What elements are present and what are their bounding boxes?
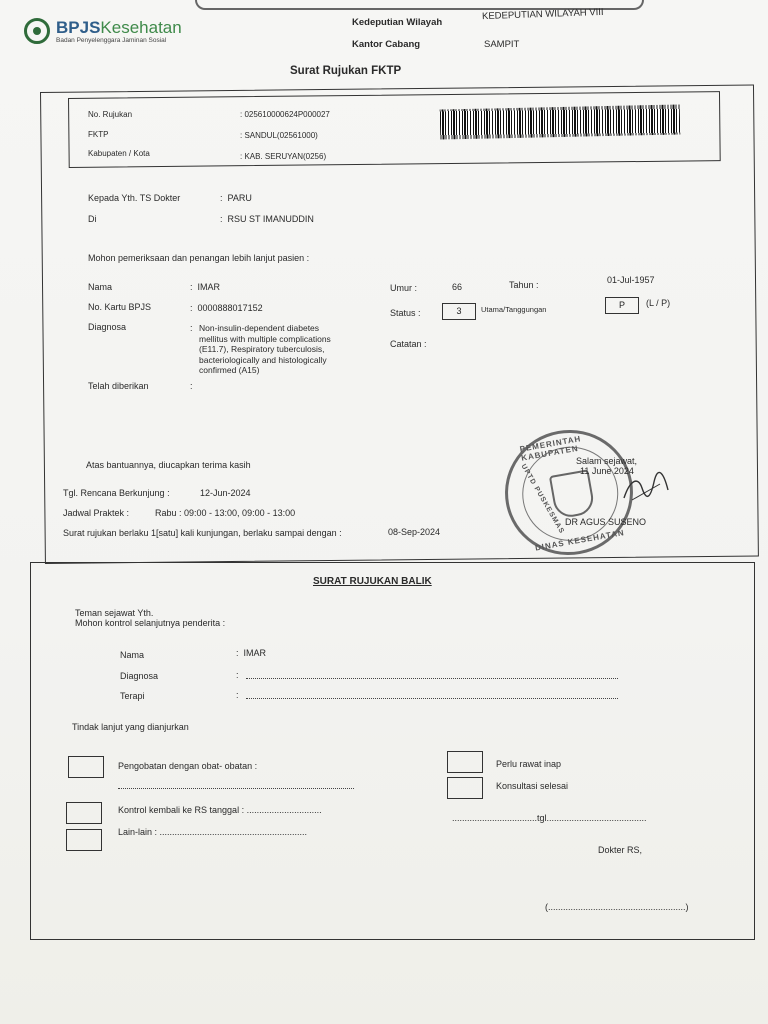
kepada-label: Kepada Yth. TS Dokter	[88, 193, 181, 203]
opt-konsultasi: Konsultasi selesai	[496, 781, 569, 791]
diagnosa-value	[199, 323, 331, 376]
checkbox-pengobatan[interactable]	[68, 756, 104, 778]
stamp-top-text: PEMERINTAH KABUPATEN	[518, 434, 582, 463]
pengobatan-line-field[interactable]	[118, 788, 354, 789]
document-title: Surat Rujukan FKTP	[290, 65, 402, 77]
kartu-label: No. Kartu BPJS	[88, 302, 152, 312]
tahun-label: Tahun :	[509, 280, 539, 290]
diagnosa-line: (E11.7), Respiratory tuberculosis,	[199, 344, 325, 354]
diagnosa-label: Diagnosa	[88, 322, 127, 332]
diagnosa-line: Non-insulin-dependent diabetes	[199, 323, 320, 333]
opt-lain: Lain-lain : ...........................................................	[118, 827, 308, 837]
telah-label: Telah diberikan	[88, 381, 149, 391]
stamp-bottom-text: DINAS KESEHATAN	[534, 528, 626, 553]
tindak-label: Tindak lanjut yang dianjurkan	[72, 722, 189, 732]
checkbox-rawat-inap[interactable]	[447, 751, 483, 773]
jadwal-value: Rabu : 09:00 - 13:00, 09:00 - 13:00	[155, 508, 296, 518]
umur-label: Umur :	[390, 283, 417, 293]
no-rujukan-label: No. Rujukan	[88, 110, 133, 119]
signature-line: (.......................................................)	[545, 902, 689, 912]
nama-value: : IMAR	[190, 282, 221, 292]
diagnosa-line: confirmed (A15)	[199, 365, 260, 375]
thanks-text: Atas bantuannya, diucapkan terima kasih	[86, 460, 251, 470]
greeting-line-2: Mohon kontrol selanjutnya penderita :	[75, 618, 226, 628]
gender-box: P	[605, 297, 639, 314]
telah-colon: :	[190, 381, 193, 391]
fktp-label: FKTP	[88, 130, 109, 139]
fktp-value: : SANDUL(02561000)	[240, 131, 318, 140]
balik-diagnosa-label: Diagnosa	[120, 671, 159, 681]
request-text: Mohon pemeriksaan dan penangan lebih lanjut pasien :	[88, 253, 310, 263]
logo-text: BPJSKesehatan	[56, 18, 182, 37]
stamp-left-text: UPTD PUSKESMAS	[519, 463, 566, 536]
checkbox-lain[interactable]	[66, 829, 102, 851]
jadwal-label: Jadwal Praktek :	[63, 508, 130, 518]
validity-date: 08-Sep-2024	[388, 527, 441, 537]
tgl-rencana-label: Tgl. Rencana Berkunjung :	[63, 488, 170, 498]
kabupaten-value: : KAB. SERUYAN(0256)	[240, 152, 327, 161]
status-label: Status :	[390, 308, 421, 318]
validity-text: Surat rujukan berlaku 1[satu] kali kunjungan, berlaku sampai dengan :	[63, 528, 342, 538]
diagnosa-colon: :	[190, 323, 193, 333]
no-rujukan-value: : 025610000624P000027	[240, 110, 330, 119]
balik-diagnosa-colon: :	[236, 670, 239, 680]
catatan-label: Catatan :	[390, 339, 427, 349]
di-value: : RSU ST IMANUDDIN	[220, 214, 314, 224]
salam-date: 11 June 2024	[580, 466, 634, 476]
kedeputian-label: Kedeputian Wilayah	[352, 17, 443, 28]
opt-pengobatan: Pengobatan dengan obat- obatan :	[118, 761, 258, 771]
opt-kontrol: Kontrol kembali ke RS tanggal : ..............................	[118, 805, 322, 815]
tgl-rencana-value: 12-Jun-2024	[200, 488, 251, 498]
salam-text: Salam sejawat,	[576, 456, 638, 466]
greeting-line-1: Teman sejawat Yth.	[75, 608, 154, 618]
balik-nama-value: : IMAR	[236, 648, 267, 658]
kantor-value: SAMPIT	[484, 39, 520, 50]
checkbox-kontrol[interactable]	[66, 802, 102, 824]
diagnosa-line-field[interactable]	[246, 678, 618, 679]
signature-icon	[620, 470, 670, 504]
tgl-line: ..................................tgl........................................	[452, 813, 647, 823]
terapi-line-field[interactable]	[246, 698, 618, 699]
opt-rawat-inap: Perlu rawat inap	[496, 759, 562, 769]
doctor-name: DR AGUS SUSENO	[565, 517, 647, 527]
tahun-value: 01-Jul-1957	[607, 275, 655, 285]
gender-options: (L / P)	[646, 298, 671, 308]
balik-nama-label: Nama	[120, 650, 145, 660]
barcode	[440, 104, 681, 139]
terapi-colon: :	[236, 690, 239, 700]
diagnosa-line: bacteriologically and histologically	[199, 354, 327, 365]
balik-title: SURAT RUJUKAN BALIK	[313, 576, 432, 587]
kedeputian-value: KEDEPUTIAN WILAYAH VIII	[481, 6, 604, 23]
kepada-value: : PARU	[220, 193, 252, 203]
kartu-value: : 0000888017152	[190, 303, 263, 313]
bpjs-logo-icon	[24, 18, 50, 44]
nama-label: Nama	[88, 282, 113, 292]
checkbox-konsultasi[interactable]	[447, 777, 483, 799]
diagnosa-line: mellitus with multiple complications	[199, 333, 331, 344]
status-box: 3	[442, 303, 476, 320]
dokter-rs-label: Dokter RS,	[598, 845, 643, 855]
logo-subtitle: Badan Penyelenggara Jaminan Sosial	[56, 37, 167, 44]
kabupaten-label: Kabupaten / Kota	[88, 149, 150, 158]
kantor-label: Kantor Cabang	[352, 39, 421, 50]
di-label: Di	[88, 214, 97, 224]
status-desc: Utama/Tanggungan	[481, 305, 547, 314]
umur-value: 66	[452, 282, 463, 292]
terapi-label: Terapi	[120, 691, 145, 701]
